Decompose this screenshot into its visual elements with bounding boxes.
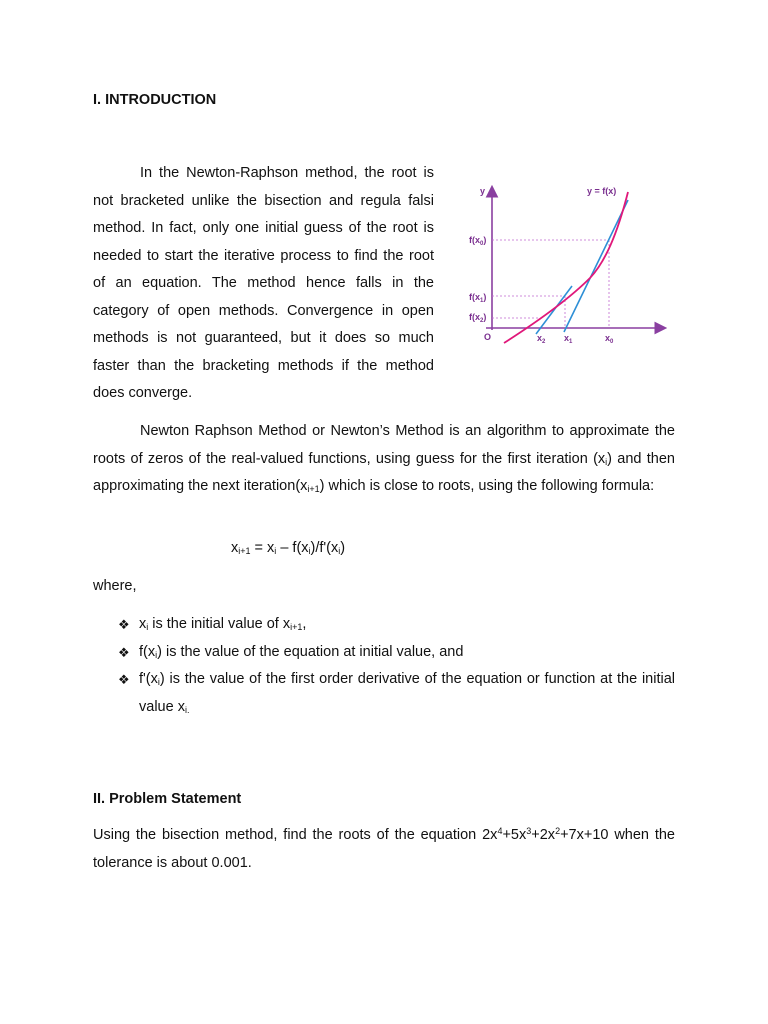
- label-x0: $x_0$: [605, 333, 614, 345]
- bullet-icon: ❖: [118, 644, 130, 660]
- function-curve: [504, 192, 628, 343]
- section-heading-introduction: I. INTRODUCTION: [93, 92, 217, 108]
- newton-raphson-formula: $x_{i+1} = x_i - f(x_i)/f'(x_i)$: [231, 540, 346, 556]
- bullet-icon: ❖: [118, 617, 130, 632]
- newton-raphson-diagram: [460, 180, 675, 360]
- label-x2: $x_2$: [537, 333, 546, 345]
- intro-paragraph: In the Newton-Raphson method, the root is not bracketed unlike the bisection and regula falsi method. In fact, only one initial guess of the root is needed to start the iterative process to find the root of an equation. The method hence falls in the category of open methods. Convergence in open methods is not guaranteed, but it does so much faster than the bracketing methods if the method does converge.: [93, 165, 434, 401]
- where-label: where,: [93, 578, 137, 594]
- list-item: ❖ $x_i$ is the initial value of $x_{i+1}$,: [118, 611, 675, 639]
- diagram-svg: [460, 180, 675, 360]
- definitions-list: [118, 611, 675, 721]
- newton-raphson-paragraph: Newton Raphson Method or Newton’s Method is an algorithm to approximate the roots of zeros of the real-valued functions, using guess for the first iteration $(x_i)$ and then approximating the next $iteration(x_{i+1})$ which is close to roots, using the following formula:: [93, 423, 675, 494]
- curve-label: y = f(x): [587, 186, 617, 196]
- bullet-icon: ❖: [118, 672, 130, 687]
- y-axis-label: y: [480, 186, 486, 196]
- problem-statement-paragraph: Using the bisection method, find the roots of the equation $2x^4+5x^3+2x^2+7x+10$ when the tolerance is about 0.001.: [93, 826, 675, 871]
- origin-label: O: [484, 332, 492, 342]
- section-heading-problem-statement: II. Problem Statement: [93, 791, 242, 807]
- list-item: ❖ $f'(x_i)$ is the value of the first order derivative of the equation or function at the initial value $x_{i.}$: [118, 666, 675, 721]
- tangent-at-x0: [564, 200, 628, 332]
- label-f-x0: $f(x_0)$: [469, 235, 487, 247]
- label-f-x2: $f(x_2)$: [469, 312, 487, 324]
- label-x1: $x_1$: [564, 333, 573, 345]
- label-f-x1: $f(x_1)$: [469, 292, 487, 304]
- list-item: ❖ $f(x_i)$ is the value of the equation at initial value, and: [118, 639, 675, 667]
